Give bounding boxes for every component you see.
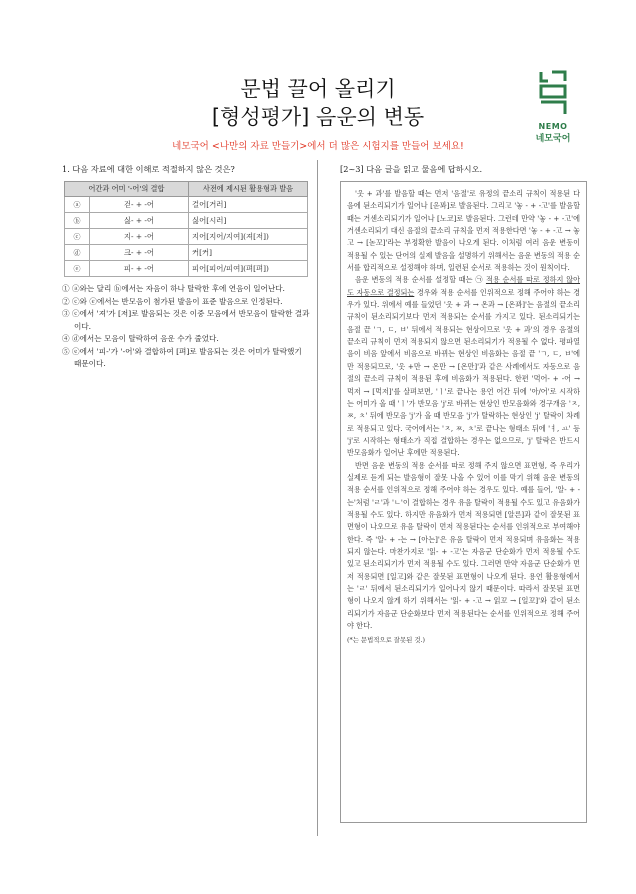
logo-brand-ko: 네모국어 (535, 134, 571, 144)
choice-1[interactable]: ① ⓐ와는 달리 ⓑ에서는 자음이 하나 탈락한 후에 연음이 일어난다. (62, 284, 285, 293)
row-stem: 지- + -어 (90, 229, 189, 245)
table-row (65, 261, 308, 277)
row-stem: 피- + -어 (90, 261, 189, 277)
page-subtitle: [형성평가] 음운의 변동 (211, 105, 425, 129)
table-header-form: 사전에 제시된 활용형과 발음 (189, 182, 308, 197)
reading-passage (340, 181, 587, 823)
row-stem: 싫- + -어 (90, 213, 189, 229)
choice-5[interactable]: ⑤ ⓔ에서 '피-'가 '-어'와 결합하여 [펴]로 발음되는 것은 어미가 탈락했기 때문이다. (62, 346, 302, 368)
underlined-phrase: 적용 순서를 따로 정하지 않아도 자동으로 결정되는 (347, 275, 581, 297)
question-2-3-heading: [2~3] 다음 글을 읽고 물음에 답하시오. (340, 164, 483, 174)
question-1-stem: 1. 다음 자료에 대한 이해로 적절하지 않은 것은? (62, 164, 235, 174)
row-marker: ⓓ (65, 245, 90, 261)
choice-2[interactable]: ② ⓒ와 ⓔ에서는 반모음이 첨가된 발음이 표준 발음으로 인정된다. (62, 296, 283, 306)
paragraph-2-body: 경우와 적용 순서를 인위적으로 정해 주어야 하는 경우가 있다. 위에서 예를 들었던 '옷 + 과 → 온과 → [온꽈]'는 음절의 끝소리 규칙이 된소리되기보다 먼저 적용되는 순서를 가지고 있다. 된소리되기는 음절 끝 'ㄱ, ㄷ, ㅂ' 뒤에서 적용되는 현상이므로 '옷 + 과'의 경우 음절의 끝소리 규칙이 먼저 적용되지 않으면 된소리되기가 적용될 수 없다. 평파열음이 비음 앞에서 비음으로 바뀌는 현상인 비음화는 음절 끝 'ㄱ, ㄷ, ㅂ'에만 적용되므로, '옷 +만 → 온만 → [온만]'과 같은 사례에서도 자동으로 음절의 끝소리 규칙이 적용된 후에 비음화가 적용된다. 한편 '먹어- + -어 → 먹저 → [먹저]'를 살펴보면, 'ㅣ'로 끝나는 용언 어간 뒤에 '아/어'로 시작하는 어미가 올 때 'ㅣ'가 반모음 'j'로 바뀌는 현상인 반모음화와 경구개음 'ㅈ, ㅉ, ㅊ' 뒤에 반모음 'j'가 올 때 반모음 'j'가 탈락하는 현상인 'j' 탈락이 차례로 적용되고 있다. 국어에서는 'ㅈ, ㅉ, ㅊ'로 끝나는 형태소 뒤에 'ㅕ, ㅛ' 등 'j'로 시작하는 형태소가 직접 결합하는 경우는 없으므로, 'j' 탈락은 반드시 반모음화가 일어난 후에만 적용된다. (347, 287, 580, 458)
row-form: 걸어[거러] (189, 197, 308, 213)
row-stem: 크- + -어 (90, 245, 189, 261)
table-row (65, 245, 308, 261)
table-row (65, 197, 308, 213)
row-form: 피어[피어/피여](펴[펴]) (189, 261, 308, 277)
passage-paragraph-1: '옷 + 과'를 발음할 때는 먼저 '음절'로 유정의 끝소리 규칙이 적용된 다음에 된소리되기가 일어나 [옫꽈]로 발음된다. 그리고 '놓 - + -고'를 발음할 때는 거센소리되기가 일어나 [노코]로 발음된다. 그런데 만약 '놓 - + -고'에 거센소리되기 대신 음절의 끝소리 규칙을 먼저 적용한다면 '놓 - + -고 → 놓고 → [녿꼬]'라는 부정확한 발음이 나오게 된다. 이처럼 여러 음운 변동이 적용될 수 있는 단어의 실제 발음을 설명하기 위해서는 음운 변동의 적용 순서를 합리적으로 설정해야 하며, 일련된 순서로 적용하는 것이 원칙이다. (347, 189, 580, 273)
table-header-stem: 어간과 어미 '-어'의 결합 (65, 182, 189, 197)
logo-brand-en: NEMO (538, 122, 568, 131)
table-header-row (65, 182, 308, 197)
column-divider (317, 160, 318, 836)
row-form: 싫어[시러] (189, 213, 308, 229)
logo (527, 69, 579, 144)
paragraph-2-lead: 음운 변동의 적용 순서를 설정할 때는 ㉠ (355, 275, 486, 285)
promo-text: 네모국어 <나만의 자료 만들기>에서 더 많은 시험지를 만들어 보세요! (172, 141, 464, 152)
choice-4[interactable]: ④ ⓓ에서는 모음이 탈락하여 음운 수가 줄었다. (62, 334, 219, 343)
question-1 (62, 164, 310, 371)
row-form: 커[커] (189, 245, 308, 261)
answer-choices (62, 283, 310, 371)
row-marker: ⓔ (65, 261, 90, 277)
conjugation-table (64, 181, 308, 277)
table-row (65, 213, 308, 229)
choice-3[interactable]: ③ ⓒ에서 '져'가 [저]로 발음되는 것은 이중 모음에서 반모음이 탈락한 결과이다. (62, 309, 310, 331)
row-marker: ⓒ (65, 229, 90, 245)
page-title: 문법 끌어 올리기 (240, 77, 396, 101)
nemo-logo-icon (538, 69, 568, 117)
row-stem: 걷- + -어 (90, 197, 189, 213)
row-marker: ⓑ (65, 213, 90, 229)
passage-paragraph-3: 반면 음운 변동의 적용 순서를 따로 정해 주지 않으면 표면형, 즉 우리가 실제로 듣게 되는 발음형이 잘못 나올 수 있어 이를 막기 위해 음운 변동의 적용 순서를 인위적으로 정해 주어야 하는 경우도 있다. 예를 들어, '알- + -는'처럼 'ㄹ'과 'ㄴ'이 결합하는 경우 유음 탈락이 적용될 수도 있고 유음화가 적용될 수도 있다. 하지만 유음화가 먼저 적용되면 [알른]과 같이 잘못된 표면형이 나오므로 유음 탈락이 먼저 적용된다는 순서를 인위적으로 부여해야 한다. 즉 '알- + -는 → [아는]'은 유음 탈락이 먼저 적용되며 유음화는 적용되지 않는다. 마찬가지로 '읽- + -고'는 자음군 단순화가 먼저 적용될 수도 있고 된소리되기가 먼저 적용될 수도 있다. 그러면 만약 자음군 단순화가 먼저 적용되면 [일고]와 같은 잘못된 표면형이 나오게 된다. 용언 활용형에서는 'ㄹ' 뒤에서 된소리되기가 일어나지 않기 때문이다. 따라서 잘못된 표면형이 나오지 않게 하기 위해서는 '읽- + -고 → 읽꼬 → [일꼬]'와 같이 된소리되기가 자음군 단순화보다 먼저 적용된다는 순서를 인위적으로 정해 주어야 한다. (347, 460, 580, 631)
row-form: 지어[지어/지여](져[저]) (189, 229, 308, 245)
passage-note: (*는 문법적으로 잘못된 것.) (347, 636, 426, 645)
passage-paragraph-2 (347, 274, 580, 459)
table-row (65, 229, 308, 245)
row-marker: ⓐ (65, 197, 90, 213)
